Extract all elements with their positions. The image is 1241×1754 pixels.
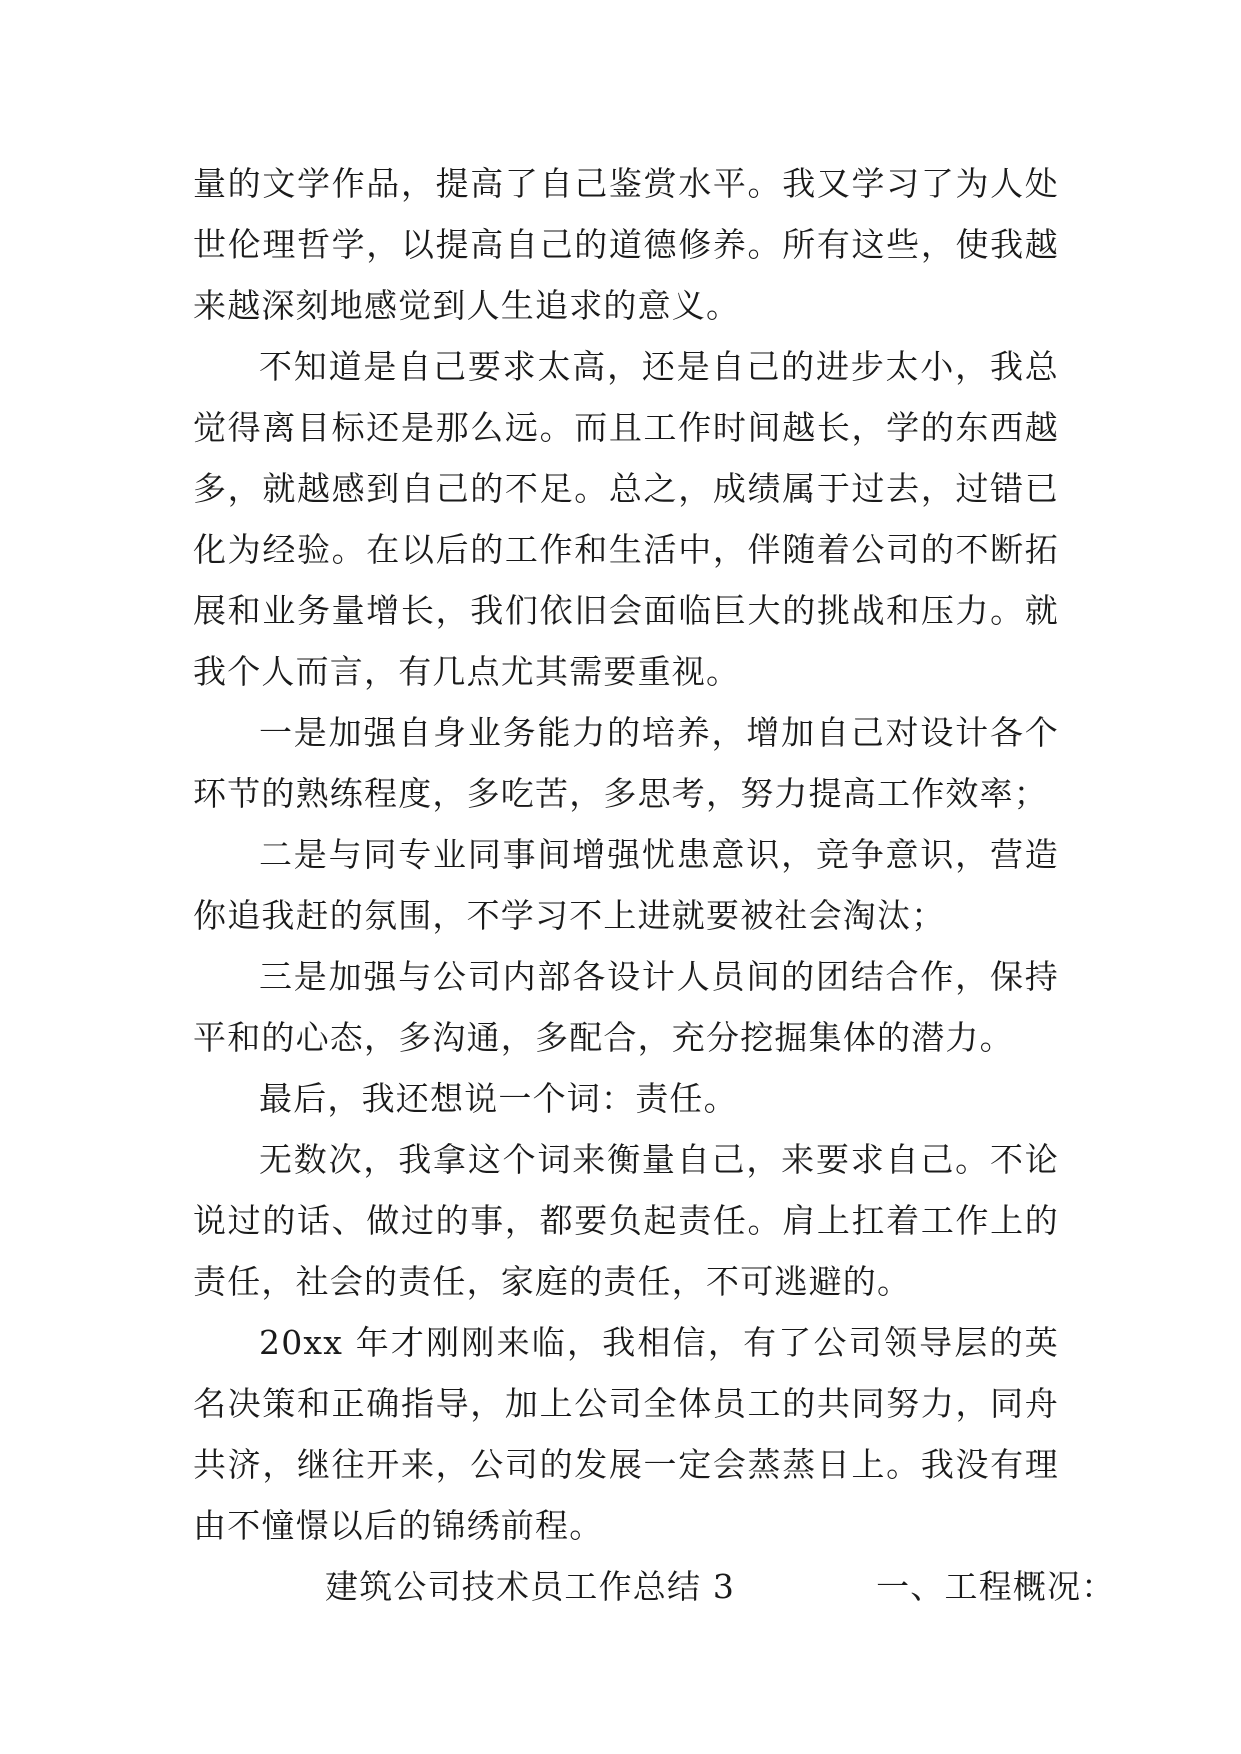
section-subtitle: 一、工程概况： [876, 1567, 1116, 1606]
paragraph-6: 最后，我还想说一个词：责任。 [259, 1079, 738, 1118]
paragraph-4: 二是与同专业同事间增强忧患意识，竞争意识，营造你追我赶的氛围，不学习不上进就要被社会淘汰； [193, 835, 1059, 935]
paragraph-1: 量的文学作品，提高了自己鉴赏水平。我又学习了为人处世伦理哲学，以提高自己的道德修养。所有这些，使我越来越深刻地感觉到人生追求的意义。 [193, 164, 1059, 325]
paragraph-2: 不知道是自己要求太高，还是自己的进步太小，我总觉得离目标还是那么远。而且工作时间越长，学的东西越多，就越感到自己的不足。总之，成绩属于过去，过错已化为经验。在以后的工作和生活中，伴随着公司的不断拓展和业务量增长，我们依旧会面临巨大的挑战和压力。就我个人而言，有几点尤其需要重视。 [193, 347, 1059, 691]
paragraph-8: 20xx 年才刚刚来临，我相信，有了公司领导层的英名决策和正确指导，加上公司全体员工的共同努力，同舟共济，继往开来，公司的发展一定会蒸蒸日上。我没有理由不憧憬以后的锦绣前程。 [193, 1323, 1059, 1545]
document-body [193, 153, 1116, 1617]
section-heading-line [193, 1556, 1116, 1617]
paragraph-3: 一是加强自身业务能力的培养，增加自己对设计各个环节的熟练程度，多吃苦，多思考，努力提高工作效率； [193, 713, 1059, 813]
paragraph-5: 三是加强与公司内部各设计人员间的团结合作，保持平和的心态，多沟通，多配合，充分挖掘集体的潜力。 [193, 957, 1059, 1057]
section-title: 建筑公司技术员工作总结 3 [325, 1567, 736, 1606]
paragraph-7: 无数次，我拿这个词来衡量自己，来要求自己。不论说过的话、做过的事，都要负起责任。肩上扛着工作上的责任，社会的责任，家庭的责任，不可逃避的。 [193, 1140, 1059, 1301]
